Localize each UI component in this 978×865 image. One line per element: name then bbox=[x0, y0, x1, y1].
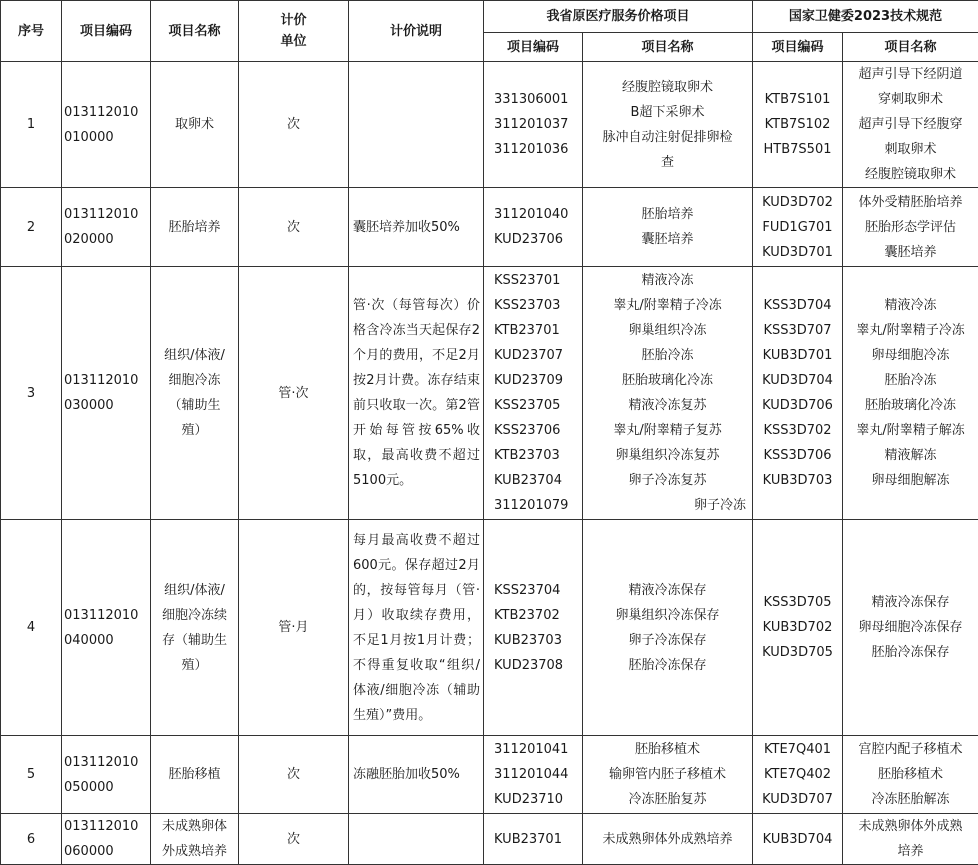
header-provincial-group: 我省原医疗服务价格项目 bbox=[484, 1, 753, 33]
cell-prov-names: 经腹腔镜取卵术 B超下采卵术 脉冲自动注射促排卵检 查 bbox=[583, 62, 753, 188]
cell-prov-names: 未成熟卵体外成熟培养 bbox=[583, 814, 753, 865]
cell-code: 013112010 040000 bbox=[62, 520, 151, 736]
header-prov-code: 项目编码 bbox=[484, 33, 583, 62]
cell-name: 组织/体液/ 细胞冷冻 （辅助生 殖） bbox=[151, 267, 239, 520]
cell-prov-codes: 311201040 KUD23706 bbox=[484, 188, 583, 267]
cell-seq: 4 bbox=[1, 520, 62, 736]
cell-prov-codes: KSS23701 KSS23703 KTB23701 KUD23707 KUD23709 KSS23705 KSS23706 KTB23703 KUB23704 311201079 bbox=[484, 267, 583, 520]
cell-prov-codes: 331306001 311201037 311201036 bbox=[484, 62, 583, 188]
cell-unit: 次 bbox=[239, 736, 349, 814]
cell-prov-names: 胚胎移植术 输卵管内胚子移植术 冷冻胚胎复苏 bbox=[583, 736, 753, 814]
table-row bbox=[1, 814, 978, 865]
prov-names-last: 卵子冷冻 bbox=[583, 493, 752, 518]
cell-code: 013112010 010000 bbox=[62, 62, 151, 188]
cell-nat-codes: KUB3D704 bbox=[753, 814, 843, 865]
header-nat-name: 项目名称 bbox=[843, 33, 978, 62]
cell-unit: 管·月 bbox=[239, 520, 349, 736]
table-row bbox=[1, 188, 978, 267]
cell-unit: 次 bbox=[239, 62, 349, 188]
cell-name: 未成熟卵体 外成熟培养 bbox=[151, 814, 239, 865]
cell-code: 013112010 020000 bbox=[62, 188, 151, 267]
header-desc: 计价说明 bbox=[349, 1, 484, 62]
table-row bbox=[1, 736, 978, 814]
cell-nat-names: 精液冷冻 睾丸/附睾精子冷冻 卵母细胞冷冻 胚胎冷冻 胚胎玻璃化冷冻 睾丸/附睾精子解冻 精液解冻 卵母细胞解冻 bbox=[843, 267, 978, 520]
header-seq: 序号 bbox=[1, 1, 62, 62]
cell-name: 取卵术 bbox=[151, 62, 239, 188]
cell-nat-codes: KSS3D704 KSS3D707 KUB3D701 KUD3D704 KUD3D706 KSS3D702 KSS3D706 KUB3D703 bbox=[753, 267, 843, 520]
cell-nat-names: 超声引导下经阴道 穿刺取卵术 超声引导下经腹穿 刺取卵术 经腹腔镜取卵术 bbox=[843, 62, 978, 188]
cell-desc: 管·次（每管每次）价格含冷冻当天起保存2个月的费用，不足2月按2月计费。冻存结束前只收取一次。第2管开始每管按65%收取，最高收费不超过5100元。 bbox=[349, 267, 484, 520]
cell-desc: 每月最高收费不超过600元。保存超过2月的，按每管每月（管·月）收取续存费用，不足1月按1月计费；不得重复收取“组织/体液/细胞冷冻（辅助生殖）”费用。 bbox=[349, 520, 484, 736]
cell-nat-names: 宫腔内配子移植术 胚胎移植术 冷冻胚胎解冻 bbox=[843, 736, 978, 814]
cell-desc bbox=[349, 814, 484, 865]
cell-nat-names: 精液冷冻保存 卵母细胞冷冻保存 胚胎冷冻保存 bbox=[843, 520, 978, 736]
header-name: 项目名称 bbox=[151, 1, 239, 62]
cell-name: 胚胎培养 bbox=[151, 188, 239, 267]
cell-name: 组织/体液/ 细胞冷冻续 存（辅助生 殖） bbox=[151, 520, 239, 736]
cell-code: 013112010 060000 bbox=[62, 814, 151, 865]
header-national-group: 国家卫健委2023技术规范 bbox=[753, 1, 978, 33]
table-row bbox=[1, 267, 978, 520]
cell-prov-codes: KUB23701 bbox=[484, 814, 583, 865]
header-prov-name: 项目名称 bbox=[583, 33, 753, 62]
cell-nat-codes: KTB7S101 KTB7S102 HTB7S501 bbox=[753, 62, 843, 188]
cell-seq: 6 bbox=[1, 814, 62, 865]
header-code: 项目编码 bbox=[62, 1, 151, 62]
prov-names-list: 精液冷冻 睾丸/附睾精子冷冻 卵巢组织冷冻 胚胎冷冻 胚胎玻璃化冷冻 精液冷冻复苏 睾丸/附睾精子复苏 卵巢组织冷冻复苏 卵子冷冻复苏 bbox=[583, 268, 752, 493]
cell-code: 013112010 050000 bbox=[62, 736, 151, 814]
cell-desc bbox=[349, 62, 484, 188]
cell-seq: 5 bbox=[1, 736, 62, 814]
cell-unit: 次 bbox=[239, 814, 349, 865]
cell-code: 013112010 030000 bbox=[62, 267, 151, 520]
cell-prov-codes: 311201041 311201044 KUD23710 bbox=[484, 736, 583, 814]
cell-seq: 1 bbox=[1, 62, 62, 188]
cell-desc: 囊胚培养加收50% bbox=[349, 188, 484, 267]
table-row bbox=[1, 62, 978, 188]
cell-prov-names: 胚胎培养 囊胚培养 bbox=[583, 188, 753, 267]
header-nat-code: 项目编码 bbox=[753, 33, 843, 62]
cell-unit: 管·次 bbox=[239, 267, 349, 520]
cell-nat-names: 体外受精胚胎培养 胚胎形态学评估 囊胚培养 bbox=[843, 188, 978, 267]
cell-nat-codes: KSS3D705 KUB3D702 KUD3D705 bbox=[753, 520, 843, 736]
cell-seq: 2 bbox=[1, 188, 62, 267]
cell-prov-names: 精液冷冻保存 卵巢组织冷冻保存 卵子冷冻保存 胚胎冷冻保存 bbox=[583, 520, 753, 736]
cell-desc: 冻融胚胎加收50% bbox=[349, 736, 484, 814]
cell-seq: 3 bbox=[1, 267, 62, 520]
cell-name: 胚胎移植 bbox=[151, 736, 239, 814]
cell-nat-codes: KTE7Q401 KTE7Q402 KUD3D707 bbox=[753, 736, 843, 814]
cell-nat-names: 未成熟卵体外成熟 培养 bbox=[843, 814, 978, 865]
cell-nat-codes: KUD3D702 FUD1G701 KUD3D701 bbox=[753, 188, 843, 267]
cell-unit: 次 bbox=[239, 188, 349, 267]
cell-prov-names bbox=[583, 267, 753, 520]
table-row bbox=[1, 520, 978, 736]
cell-prov-codes: KSS23704 KTB23702 KUB23703 KUD23708 bbox=[484, 520, 583, 736]
header-unit: 计价 单位 bbox=[239, 1, 349, 62]
